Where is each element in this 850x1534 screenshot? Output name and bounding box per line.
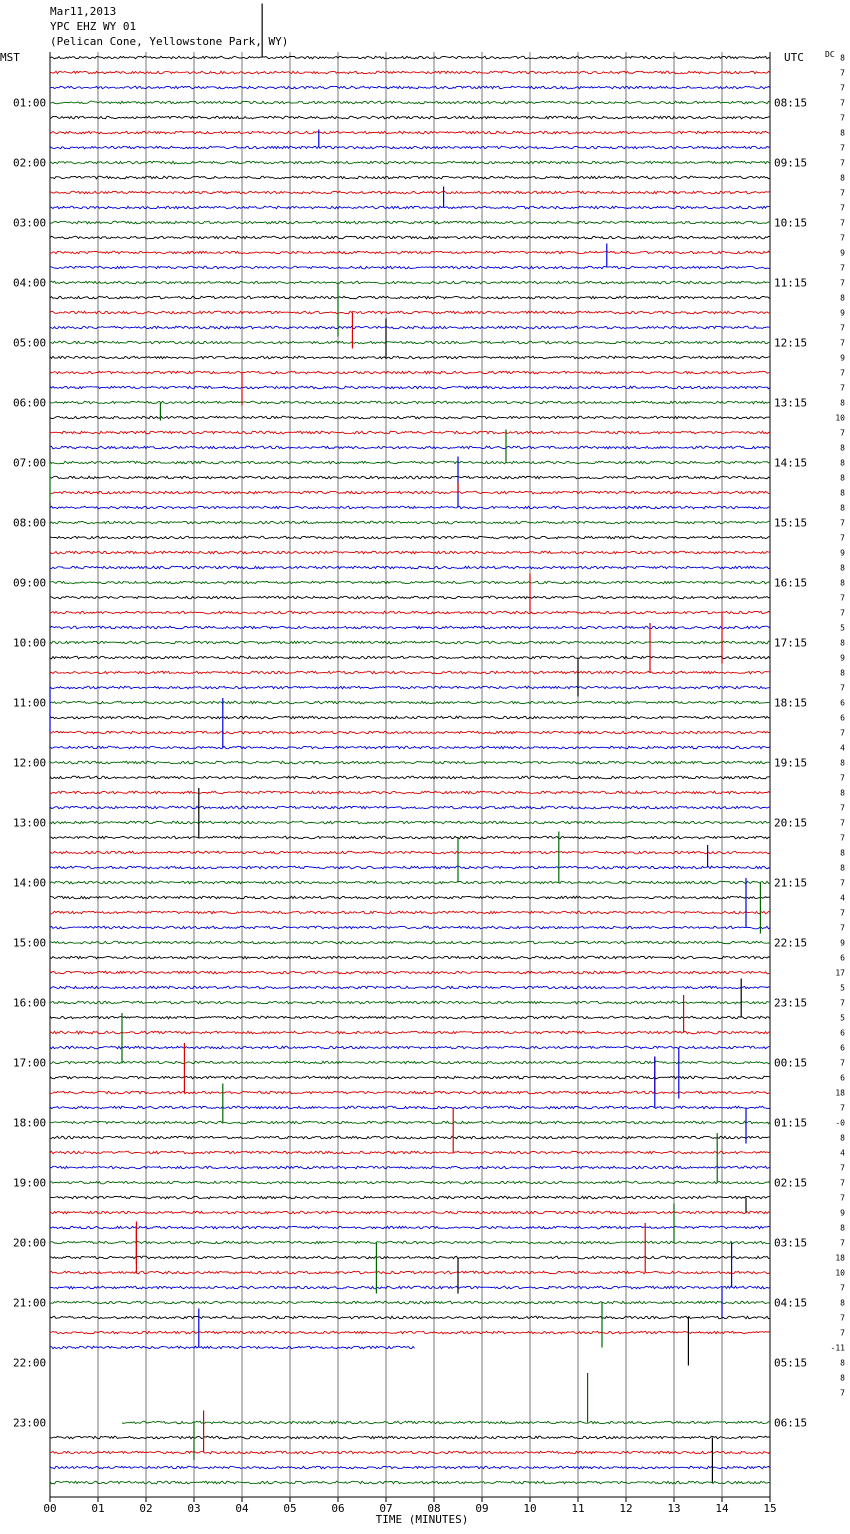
trace-line [50,776,770,779]
trace-line [50,86,770,89]
dc-offset-label: 7 [840,113,845,123]
trace-line [50,626,770,629]
trace-line [50,941,770,944]
trace-line [50,926,770,929]
trace-line [50,1166,770,1169]
dc-offset-label: 7 [840,68,845,78]
dc-offset-label: 8 [840,563,845,573]
dc-offset-label: 7 [840,533,845,543]
utc-tick-label: 21:15 [774,876,808,890]
station-label: YPC EHZ WY 01 [50,20,137,33]
mst-tick-label: 07:00 [13,456,47,470]
dc-offset-label: 7 [840,608,845,618]
trace-line [50,1451,770,1454]
trace-line [50,56,770,59]
utc-tick-label: 13:15 [774,396,808,410]
mst-tick-label: 11:00 [13,696,47,710]
trace-line [50,506,770,509]
trace-line [50,1076,770,1079]
trace-line [50,1331,770,1334]
dc-offset-label: 4 [840,743,845,753]
dc-offset-label: 7 [840,203,845,213]
trace-line [50,1466,770,1469]
mst-tick-label: 23:00 [13,1416,47,1430]
utc-tick-label: 23:15 [774,996,808,1010]
x-tick-label: 06 [331,1502,345,1515]
dc-offset-label: 7 [840,923,845,933]
utc-tick-label: 08:15 [774,96,808,110]
trace-line [50,551,770,554]
dc-offset-label: 8 [840,128,845,138]
utc-tick-label: 16:15 [774,576,808,590]
dc-offset-label: 8 [840,293,845,303]
trace-line [50,326,770,329]
utc-tick-label: 17:15 [774,636,808,650]
trace-line [50,581,770,584]
trace-line [50,341,770,344]
dc-label: DC [825,50,835,59]
x-tick-label: 08 [427,1502,441,1515]
dc-offset-label: 7 [840,833,845,843]
utc-tick-label: 11:15 [774,276,808,290]
trace-line [50,1061,770,1064]
dc-offset-label: 9 [840,1208,845,1218]
dc-offset-label: 17 [835,968,845,978]
dc-offset-label: 7 [840,428,845,438]
dc-offset-label: 9 [840,548,845,558]
dc-offset-label: 6 [840,1043,845,1053]
dc-offset-label: 7 [840,383,845,393]
dc-offset-label: 6 [840,698,845,708]
utc-axis-label: UTC [784,51,804,64]
utc-tick-label: 04:15 [774,1296,808,1310]
dc-offset-label: 7 [840,218,845,228]
x-tick-label: 15 [763,1502,777,1515]
dc-offset-label: 7 [840,773,845,783]
dc-offset-label: 8 [840,1133,845,1143]
trace-line [50,311,770,314]
utc-tick-label: 20:15 [774,816,808,830]
utc-tick-label: 06:15 [774,1416,808,1430]
x-tick-label: 14 [715,1502,729,1515]
trace-line [50,356,770,359]
trace-line [50,1001,770,1004]
dc-offset-label: 5 [840,1013,845,1023]
dc-offset-label: 8 [840,638,845,648]
dc-offset-label: 7 [840,338,845,348]
trace-line [50,1151,770,1154]
dc-offset-label: 8 [840,503,845,513]
trace-line [50,146,770,149]
utc-tick-label: 10:15 [774,216,808,230]
dc-offset-label: 8 [840,458,845,468]
utc-tick-label: 05:15 [774,1356,808,1370]
trace-line [50,836,770,839]
dc-offset-label: 18 [835,1253,845,1263]
dc-offset-label: 4 [840,893,845,903]
trace-line [50,746,770,749]
dc-offset-label: 7 [840,98,845,108]
dc-offset-label: 7 [840,1313,845,1323]
trace-line [50,896,770,899]
trace-line [50,206,770,209]
dc-offset-label: 9 [840,653,845,663]
trace-line [50,851,770,854]
dc-offset-label: 7 [840,1283,845,1293]
dc-offset-label: 7 [840,818,845,828]
trace-line [50,116,770,119]
x-tick-label: 01 [91,1502,105,1515]
dc-offset-label: 7 [840,1058,845,1068]
mst-tick-label: 03:00 [13,216,47,230]
mst-tick-label: 14:00 [13,876,47,890]
x-tick-label: 07 [379,1502,393,1515]
trace-line [50,491,770,494]
trace-line [50,461,770,464]
trace-line [50,701,770,704]
dc-offset-label: 7 [840,593,845,603]
trace-line [50,911,770,914]
dc-offset-label: 8 [840,473,845,483]
trace-line [50,671,770,674]
dc-offset-label: 9 [840,938,845,948]
trace-line [50,1436,770,1439]
dc-offset-label: 7 [840,83,845,93]
trace-line [50,806,770,809]
mst-tick-label: 21:00 [13,1296,47,1310]
mst-tick-label: 08:00 [13,516,47,530]
mst-tick-label: 05:00 [13,336,47,350]
dc-offset-label: 7 [840,188,845,198]
trace-line [50,1346,415,1349]
dc-offset-label: 8 [840,758,845,768]
trace-line [50,536,770,539]
dc-offset-label: 7 [840,143,845,153]
trace-line [50,1136,770,1139]
utc-tick-label: 14:15 [774,456,808,470]
dc-offset-label: 7 [840,1103,845,1113]
trace-line [50,1286,770,1289]
dc-offset-label: 10 [835,413,845,423]
trace-line [50,596,770,599]
trace-line [50,1046,770,1049]
dc-offset-label: 8 [840,398,845,408]
mst-tick-label: 10:00 [13,636,47,650]
mst-tick-label: 15:00 [13,936,47,950]
mst-axis-label: MST [0,51,20,64]
spikes-group [50,4,760,1483]
trace-line [50,686,770,689]
x-tick-label: 03 [187,1502,201,1515]
dc-offset-label: 7 [840,1238,845,1248]
mst-tick-label: 06:00 [13,396,47,410]
dc-offset-label: 9 [840,248,845,258]
trace-line [50,266,770,269]
mst-tick-label: 02:00 [13,156,47,170]
x-tick-label: 02 [139,1502,153,1515]
trace-line [50,791,770,794]
x-tick-label: 11 [571,1502,585,1515]
dc-offset-label: 8 [840,578,845,588]
trace-line [50,1181,770,1184]
utc-tick-label: 22:15 [774,936,808,950]
x-axis-title: TIME (MINUTES) [375,1513,469,1526]
trace-line [50,101,770,104]
dc-offset-label: 7 [840,1193,845,1203]
dc-offset-label: 8 [840,488,845,498]
dc-offset-label: 7 [840,908,845,918]
utc-tick-label: 02:15 [774,1176,808,1190]
dc-offset-label: 7 [840,1328,845,1338]
trace-line [50,1301,770,1304]
location-label: (Pelican Cone, Yellowstone Park, WY) [50,35,289,48]
dc-offset-label: 8 [840,668,845,678]
date-label: Mar11,2013 [50,5,117,18]
mst-tick-label: 09:00 [13,576,47,590]
dc-offset-label: 9 [840,353,845,363]
utc-tick-label: 03:15 [774,1236,808,1250]
x-tick-label: 12 [619,1502,633,1515]
dc-offset-label: 7 [840,518,845,528]
trace-line [50,1256,770,1259]
trace-line [50,446,770,449]
dc-offset-label: 6 [840,713,845,723]
trace-line [50,656,770,659]
x-tick-label: 00 [43,1502,57,1515]
dc-offset-label: 8 [840,788,845,798]
dc-offset-label: 8 [840,1223,845,1233]
trace-line [50,236,770,239]
mst-tick-label: 16:00 [13,996,47,1010]
dc-offset-label: 7 [840,683,845,693]
mst-tick-label: 22:00 [13,1356,47,1370]
dc-offset-label: -11 [830,1343,845,1353]
trace-line [50,1271,770,1274]
dc-offset-label: 6 [840,1028,845,1038]
trace-line [50,986,770,989]
trace-line [50,566,770,569]
dc-offset-label: 7 [840,1388,845,1398]
dc-offset-label: 7 [840,998,845,1008]
utc-tick-label: 00:15 [774,1056,808,1070]
dc-offset-label: 7 [840,1178,845,1188]
utc-tick-label: 19:15 [774,756,808,770]
trace-line [50,1226,770,1229]
dc-offset-label: 7 [840,323,845,333]
trace-line [50,1481,770,1484]
trace-line [50,1241,770,1244]
trace-line [50,296,770,299]
dc-offset-label: 7 [840,728,845,738]
dc-offset-label: 9 [840,308,845,318]
trace-line [50,881,770,884]
trace-line [50,1121,770,1124]
trace-line [50,731,770,734]
dc-offset-label: 8 [840,53,845,63]
trace-line [50,71,770,74]
trace-line [50,191,770,194]
trace-line [50,131,770,134]
mst-tick-label: 17:00 [13,1056,47,1070]
mst-tick-label: 12:00 [13,756,47,770]
trace-line [50,251,770,254]
trace-line [50,221,770,224]
trace-line [122,1421,770,1424]
dc-offset-label: 7 [840,368,845,378]
dc-offset-label: 10 [835,1268,845,1278]
x-tick-label: 13 [667,1502,681,1515]
trace-line [50,521,770,524]
dc-offset-label: 8 [840,848,845,858]
trace-line [50,371,770,374]
dc-offset-label: 7 [840,878,845,888]
dc-offset-label: 8 [840,863,845,873]
trace-line [50,281,770,284]
trace-line [50,761,770,764]
mst-tick-label: 04:00 [13,276,47,290]
dc-offset-label: 4 [840,1148,845,1158]
dc-offset-label: 8 [840,1373,845,1383]
trace-line [50,476,770,479]
x-tick-label: 09 [475,1502,489,1515]
x-tick-label: 10 [523,1502,537,1515]
dc-offset-label: 8 [840,443,845,453]
trace-line [50,1016,770,1019]
utc-tick-label: 12:15 [774,336,808,350]
trace-line [50,386,770,389]
utc-tick-label: 15:15 [774,516,808,530]
dc-offset-label: 7 [840,1163,845,1173]
trace-line [50,866,770,869]
traces-group [50,56,770,1484]
mst-tick-label: 18:00 [13,1116,47,1130]
dc-offset-label: -0 [835,1118,845,1128]
trace-line [50,416,770,419]
dc-offset-label: 5 [840,623,845,633]
dc-offset-label: 6 [840,1073,845,1083]
dc-offset-label: 7 [840,803,845,813]
trace-line [50,161,770,164]
trace-line [50,641,770,644]
utc-tick-label: 09:15 [774,156,808,170]
trace-line [50,1106,770,1109]
mst-tick-label: 01:00 [13,96,47,110]
trace-line [50,1091,770,1094]
mst-tick-label: 19:00 [13,1176,47,1190]
dc-offset-label: 6 [840,953,845,963]
dc-offset-label: 7 [840,158,845,168]
trace-line [50,176,770,179]
dc-offset-label: 8 [840,1298,845,1308]
trace-line [50,971,770,974]
dc-offset-label: 5 [840,983,845,993]
trace-line [50,1031,770,1034]
dc-offset-label: 8 [840,173,845,183]
x-tick-label: 04 [235,1502,249,1515]
dc-offset-label: 8 [840,1358,845,1368]
dc-offset-label: 7 [840,233,845,243]
trace-line [50,431,770,434]
dc-offset-label: 7 [840,278,845,288]
mst-tick-label: 13:00 [13,816,47,830]
trace-line [50,401,770,404]
utc-tick-label: 18:15 [774,696,808,710]
dc-offset-label: 18 [835,1088,845,1098]
trace-line [50,956,770,959]
dc-offset-label: 7 [840,263,845,273]
trace-line [50,1211,770,1214]
trace-line [50,716,770,719]
trace-line [50,1316,770,1319]
x-tick-label: 05 [283,1502,297,1515]
utc-tick-label: 01:15 [774,1116,808,1130]
mst-tick-label: 20:00 [13,1236,47,1250]
trace-line [50,821,770,824]
trace-line [50,611,770,614]
trace-line [50,1196,770,1199]
